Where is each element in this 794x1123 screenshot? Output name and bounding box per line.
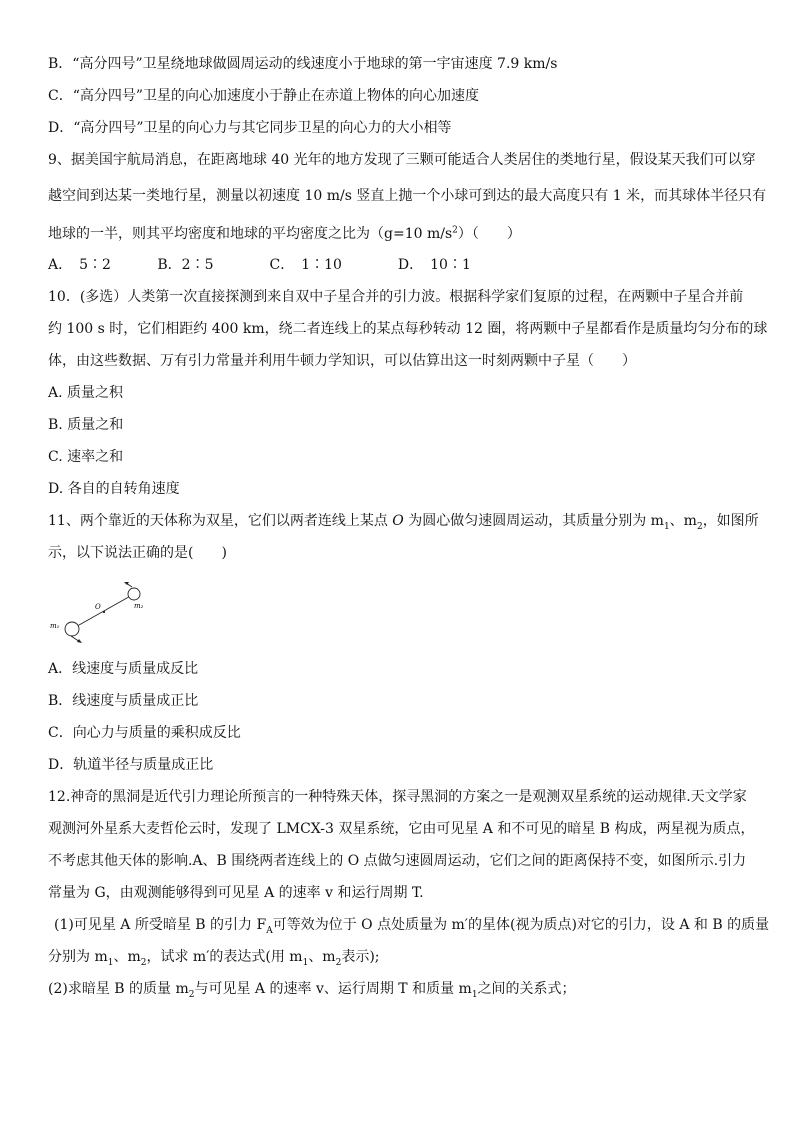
q11-option-c: C．向心力与质量的乘积成反比 [48,725,241,741]
q12-part1-line2-sub-2: 2 [140,957,147,968]
q9-stem-line1: 9、据美国宇航局消息，在距离地球 40 光年的地方发现了三颗可能适合人类居住的类地行星，假设某天我们可以穿 [48,152,756,168]
q12-part1-line2-text-2: 、m [113,949,141,965]
q10-stem-line1: 10．(多选）人类第一次直接探测到来自双中子星合并的引力波。根据科学家们复原的过程，在两颗中子星合并前 [48,289,744,305]
q12-part1-line2-text-1: 分别为 m [48,949,108,965]
q12-stem-line2: 观测河外星系大麦哲伦云时，发现了 LMCX-3 双星系统，它由可见星 A 和不可见的暗星 B 构成，两星视为质点， [48,821,755,837]
q12-stem-line1: 12.神奇的黑洞是近代引力理论所预言的一种特殊天体，探寻黑洞的方案之一是观测双星系统的运动规律.天文学家 [48,789,747,805]
q11-sub-1: 1 [663,521,670,532]
q10-option-c: C. 速率之和 [48,449,124,465]
q12-part2-sub-1: 2 [188,989,195,1000]
q12-part1-line2-sub-4: 2 [335,957,342,968]
q12-part1-line2-text-3: ，试求 m′的表达式(用 m [146,949,303,965]
star-m1 [65,622,79,636]
q12-part1-line2-sub-3: 1 [302,957,309,968]
q9-options: A． 5∶2 B．2∶5 C． 1∶10 D． 10∶1 [48,257,471,273]
q9-stem-line2: 越空间到达某一类地行星，测量以初速度 10 m/s 竖直上抛一个小球可到达的最大高度只有 1 米，而其球体半径只有 [48,188,767,204]
q9-stem-line3 [48,225,521,243]
q10-option-b: B. 质量之和 [48,417,124,433]
q12-part1-line2-text-4: 、m [308,949,336,965]
binary-star-diagram [44,582,164,644]
q11-stem-text-3: 、m [669,513,697,529]
q9-stem-line3-text: 地球的一半，则其平均密度和地球的平均密度之比为（g=10 m/s [48,226,453,242]
center-point-o [103,611,105,613]
q9-exponent: 2 [452,225,458,236]
q11-option-a: A．线速度与质量成反比 [48,661,199,677]
q12-part1-line2-text-5: 表示); [341,949,380,965]
q12-part1-text-1: (1)可见星 A 所受暗星 B 的引力 F [54,917,267,933]
q8-option-d: D．“高分四号”卫星的向心力与其它同步卫星的向心力的大小相等 [48,120,452,136]
label-m1: m₁ [50,622,60,630]
q12-stem-line4: 常量为 G，由观测能够得到可见星 A 的速率 v 和运行周期 T. [48,885,424,901]
q12-part1-line2 [48,948,380,966]
q12-part1-sub-a: A [266,925,273,936]
q12-part1-line2-sub-1: 1 [107,957,114,968]
q11-stem-text-4: ，如图所 [702,513,759,529]
connecting-line [72,594,134,629]
q10-stem-line3: 体，由这些数据、万有引力常量并利用牛顿力学知识，可以估算出这一时刻两颗中子星（ ） [48,353,636,369]
q11-option-b: B．线速度与质量成正比 [48,693,199,709]
q12-part2-text-2: 与可见星 A 的速率 v、运行周期 T 和质量 m [194,981,472,997]
q11-stem-line1 [48,512,759,530]
velocity-arrowhead-m1 [77,639,82,643]
q11-stem-text-1: 11、两个靠近的天体称为双星，它们以两者连线上某点 [48,513,393,529]
q9-stem-line3-end: ）（ ） [457,226,521,242]
q12-part2-line [48,980,576,998]
q11-option-d: D．轨道半径与质量成正比 [48,757,214,773]
q12-part1-line1 [54,916,769,934]
star-m2 [128,588,140,600]
q12-part1-text-2: 可等效为位于 O 点处质量为 m′的星体(视为质点)对它的引力，设 A 和 B 的质量 [272,917,770,933]
q10-stem-line2: 约 100 s 时，它们相距约 400 km，绕二者连线上的某点每秒转动 12 圈，将两颗中子星都看作是质量均匀分布的球 [48,321,768,337]
q11-point-o: O [392,513,404,529]
label-o: O [95,603,101,611]
q12-stem-line3: 不考虑其他天体的影响.A、B 围绕两者连线上的 O 点做匀速圆周运动，它们之间的距离保持不变，如图所示.引力 [48,853,747,869]
q11-stem-text-2: 为圆心做匀速圆周运动，其质量分别为 m [403,513,664,529]
q11-sub-2: 2 [696,521,703,532]
q12-part2-text-3: 之间的关系式； [477,981,576,997]
q11-stem-line2: 示，以下说法正确的是( ) [48,545,227,561]
q12-part2-text-1: (2)求暗星 B 的质量 m [48,981,189,997]
q8-option-c: C．“高分四号”卫星的向心加速度小于静止在赤道上物体的向心加速度 [48,88,480,104]
q10-option-d: D. 各自的自转角速度 [48,481,180,497]
q10-option-a: A. 质量之积 [48,385,124,401]
q12-part2-sub-2: 1 [471,989,478,1000]
label-m2: m₂ [134,602,144,610]
q8-option-b: B．“高分四号”卫星绕地球做圆周运动的线速度小于地球的第一宇宙速度 7.9 km/s [48,56,558,72]
